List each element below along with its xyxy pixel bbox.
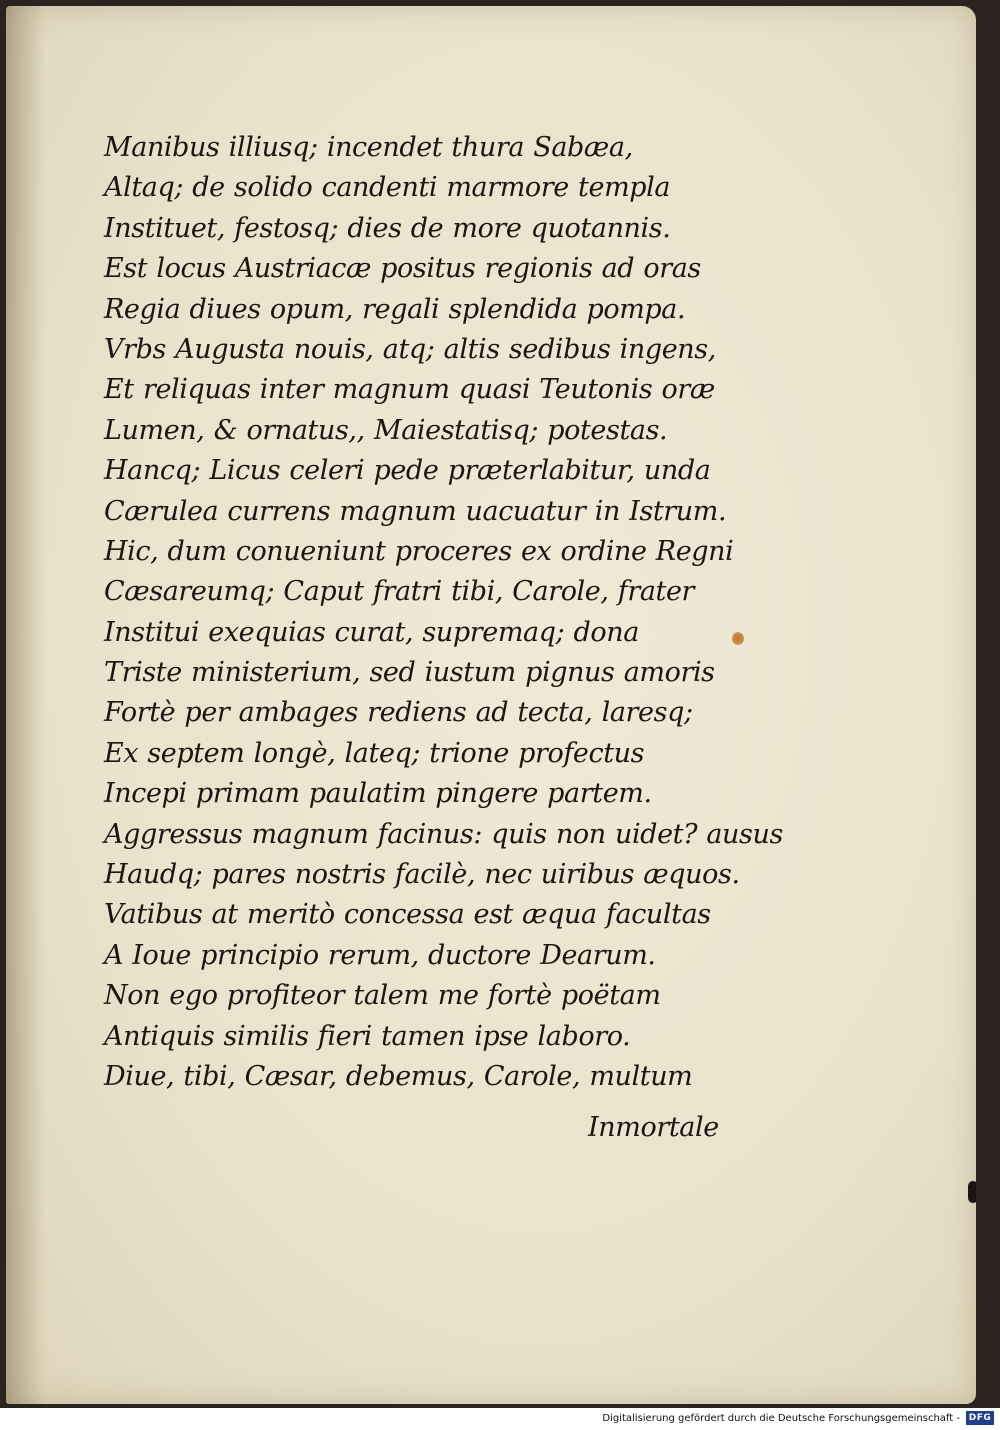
verse-line: A Ioue principio rerum, ductore Dearum. <box>104 939 656 971</box>
verse-line: Vatibus at meritò concessa est æqua facultas <box>104 899 711 931</box>
verse-line: Aggressus magnum facinus: quis non uidet? ausus <box>104 818 783 850</box>
poem-text-block <box>104 128 783 1097</box>
verse-line: Altaq; de solido candenti marmore templa <box>104 172 671 204</box>
verse-line: Lumen, & ornatus,, Maiestatisq; potestas. <box>104 414 668 446</box>
verse-line: Regia diues opum, regali splendida pompa. <box>104 293 686 325</box>
footer-bar <box>0 1408 1000 1430</box>
verse-line: Cærulea currens magnum uacuatur in Istrum. <box>104 495 727 527</box>
gutter-shadow <box>6 6 46 1404</box>
verse-line: Est locus Austriacæ positus regionis ad oras <box>104 253 701 285</box>
verse-line: Hancq; Licus celeri pede præterlabitur, unda <box>104 455 711 487</box>
verse-line: Ex septem longè, lateq; trione profectus <box>104 737 645 769</box>
verse-line: Vrbs Augusta nouis, atq; altis sedibus ingens, <box>104 333 716 365</box>
verse-line: Institui exequias curat, supremaq; dona <box>104 616 639 648</box>
page-edge-mark <box>968 1181 976 1203</box>
verse-line: Non ego profiteor talem me fortè poëtam <box>104 980 661 1012</box>
verse-line: Hic, dum conueniunt proceres ex ordine Regni <box>104 535 734 567</box>
dfg-logo-icon: DFG <box>966 1411 994 1425</box>
verse-line: Instituet, festosq; dies de more quotannis. <box>104 212 671 244</box>
verse-line: Haudq; pares nostris facilè, nec uiribus æquos. <box>104 859 740 891</box>
verse-line: Manibus illiusq; incendet thura Sabæa, <box>104 132 633 163</box>
verse-line: Triste ministerium, sed iustum pignus amoris <box>104 657 715 689</box>
verse-line: Et reliquas inter magnum quasi Teutonis oræ <box>104 374 715 406</box>
catchword: Inmortale <box>588 1112 719 1143</box>
verse-line: Antiquis similis fieri tamen ipse laboro. <box>104 1020 631 1052</box>
funding-credit: Digitalisierung gefördert durch die Deutsche Forschungsgemeinschaft - <box>602 1413 960 1424</box>
book-page <box>6 6 976 1404</box>
verse-line: Incepi primam paulatim pingere partem. <box>104 778 652 810</box>
verse-line: Fortè per ambages rediens ad tecta, laresq; <box>104 697 693 729</box>
verse-line: Diue, tibi, Cæsar, debemus, Carole, multum <box>104 1060 693 1092</box>
verse-line: Cæsareumq; Caput fratri tibi, Carole, frater <box>104 576 695 608</box>
